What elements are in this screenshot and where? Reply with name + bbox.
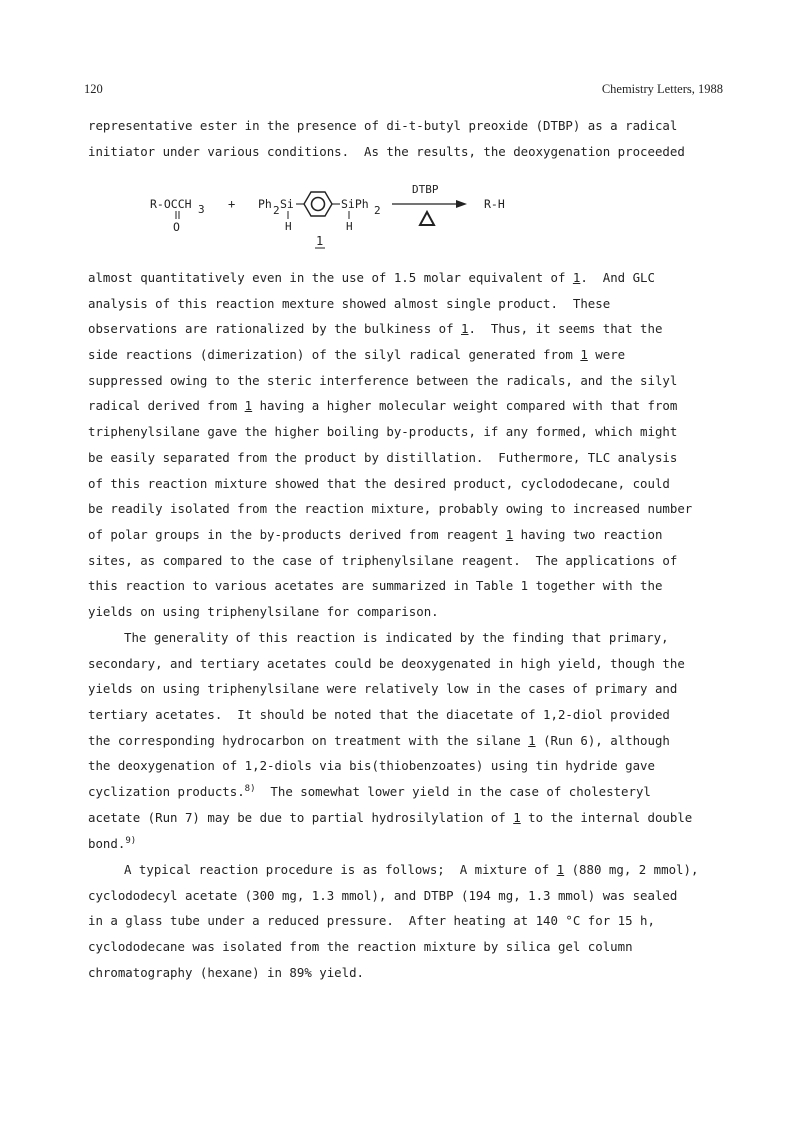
text-line: radical derived from 1 having a higher molecular weight compared with that from	[88, 398, 678, 414]
text-line: representative ester in the presence of di-t-butyl preoxide (DTBP) as a radical	[88, 118, 678, 133]
text-line: chromatography (hexane) in 89% yield.	[88, 964, 365, 980]
paragraph-2	[88, 265, 728, 625]
left-group: Ph	[258, 197, 272, 211]
product-formula: R-H	[484, 197, 505, 211]
text-line: sites, as compared to the case of triphenylsilane reagent. The applications of	[88, 552, 678, 568]
reaction-scheme	[0, 170, 793, 262]
text-line: bond.$^{9)}$	[88, 835, 137, 851]
right-hydrogen: H	[346, 220, 353, 233]
aromatic-circle	[312, 198, 325, 211]
text-line: almost quantitatively even in the use of 1.5 molar equivalent of 1. And GLC	[88, 270, 655, 285]
text-line: acetate (Run 7) may be due to partial hydrosilylation of 1 to the internal double	[88, 809, 693, 825]
right-subscript: 2	[374, 204, 381, 217]
text-line: A typical reaction procedure is as follows; A mixture of 1 (880 mg, 2 mmol),	[124, 862, 699, 877]
text-line: be readily isolated from the reaction mixture, probably owing to increased number	[88, 501, 693, 517]
heat-symbol	[420, 212, 434, 225]
text-line: suppressed owing to the steric interference between the radicals, and the silyl	[88, 372, 678, 388]
text-line: yields on using triphenylsilane were relatively low in the cases of primary and	[88, 681, 678, 697]
left-subscript: 2	[273, 204, 280, 217]
compound-label: 1	[316, 234, 324, 248]
text-line: secondary, and tertiary acetates could be deoxygenated in high yield, though the	[88, 655, 685, 671]
paragraph-4	[88, 857, 728, 985]
right-silicon: SiPh	[341, 197, 369, 211]
page-number: 120	[84, 82, 103, 96]
journal-header: Chemistry Letters, 1988	[601, 82, 723, 96]
plus-sign: +	[228, 197, 236, 211]
text-line: tertiary acetates. It should be noted that the diacetate of 1,2-diol provided	[88, 707, 670, 723]
text-line: The generality of this reaction is indicated by the finding that primary,	[124, 630, 669, 645]
text-line: cyclododecyl acetate (300 mg, 1.3 mmol), and DTBP (194 mg, 1.3 mmol) was sealed	[88, 887, 678, 903]
text-line: this reaction to various acetates are summarized in Table 1 together with the	[88, 578, 663, 594]
text-line: initiator under various conditions. As the results, the deoxygenation proceeded	[88, 143, 685, 159]
paragraph-1	[88, 113, 728, 164]
text-line: of polar groups in the by-products derived from reagent 1 having two reaction	[88, 526, 663, 542]
text-line: analysis of this reaction mexture showed almost single product. These	[88, 295, 611, 311]
benzene-ring	[304, 192, 332, 216]
arrow-head	[456, 200, 467, 208]
text-line: of this reaction mixture showed that the desired product, cyclododecane, could	[88, 475, 670, 491]
text-line: the corresponding hydrocarbon on treatment with the silane 1 (Run 6), although	[88, 732, 670, 748]
text-line: side reactions (dimerization) of the silyl radical generated from 1 were	[88, 347, 626, 363]
text-line: observations are rationalized by the bulkiness of 1. Thus, it seems that the	[88, 321, 663, 337]
footnote-ref: 9)	[125, 835, 137, 846]
text-line: be easily separated from the product by distillation. Futhermore, TLC analysis	[88, 449, 678, 465]
left-hydrogen: H	[285, 220, 292, 233]
reactant-subscript: 3	[198, 203, 205, 216]
text-line: triphenylsilane gave the higher boiling by-products, if any formed, which might	[88, 424, 678, 440]
text-line: cyclododecane was isolated from the reaction mixture by silica gel column	[88, 939, 633, 955]
text-line: yields on using triphenylsilane for comparison.	[88, 603, 439, 619]
paragraph-3	[88, 625, 728, 856]
carbonyl-oxygen: O	[173, 220, 180, 234]
reactant-formula: R-OCCH	[150, 197, 192, 211]
reagent-label: DTBP	[412, 183, 439, 196]
text-line: the deoxygenation of 1,2-diols via bis(thiobenzoates) using tin hydride gave	[88, 758, 655, 774]
text-line: in a glass tube under a reduced pressure. After heating at 140 °C for 15 h,	[88, 913, 655, 929]
footnote-ref: 8)	[244, 784, 256, 794]
left-silicon: Si	[280, 197, 294, 211]
text-line: cyclization products.$^{8)}$ The somewhat lower yield in the case of cholesteryl	[88, 784, 651, 800]
